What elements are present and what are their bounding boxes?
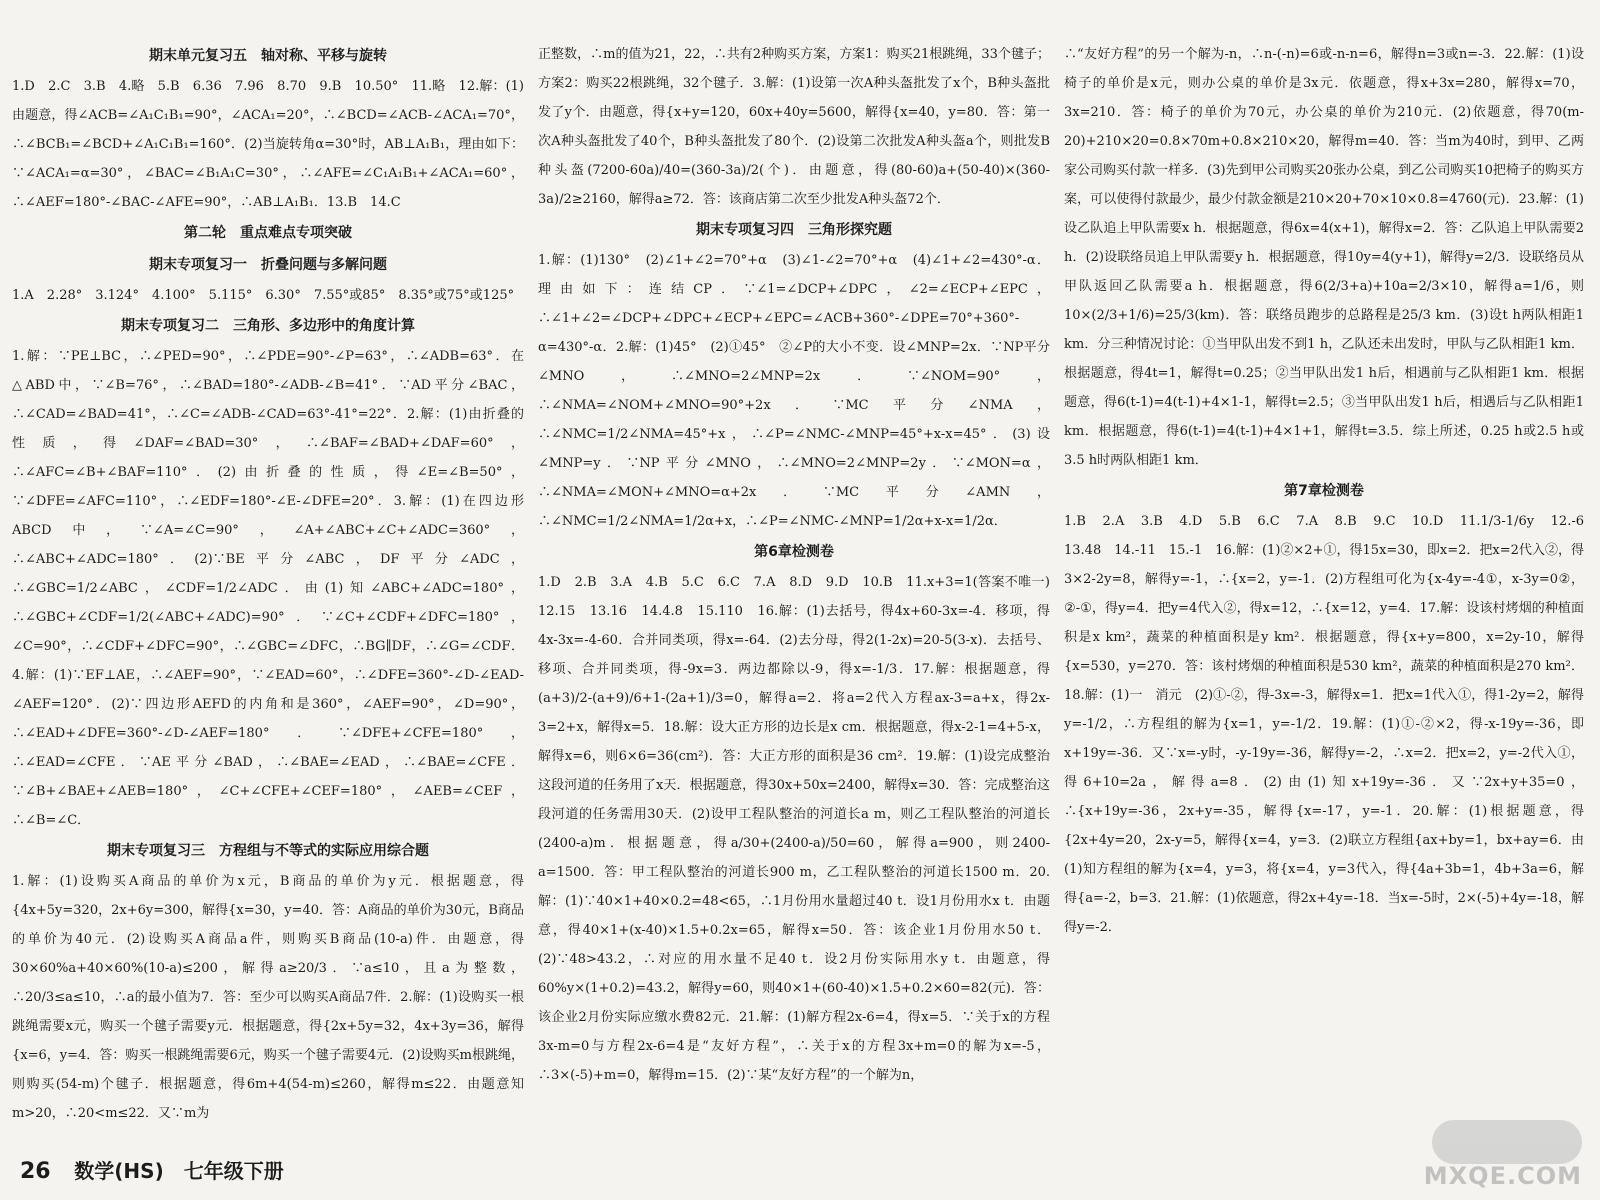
page-footer xyxy=(20,1155,284,1184)
answer-paragraph: 1.解：(1)设购买A商品的单价为x元，B商品的单价为y元．根据题意，得{4x+5y=320，2x+6y=300，解得{x=30，y=40．答：A商品的单价为30元，B商品的单价为40元．(2)设购买A商品a件，则购买B商品(10-a)件．由题意，得30×60%a+40×60%(10-a)≤200，解得a≥20/3．∵a≤10，且a为整数，∴20/3≤a≤10，∴a的最小值为7．答：至少可以购买A商品7件．2.解：(1)设购买一根跳绳需要x元，购买一个毽子需要y元．根据题意，得{2x+5y=32，4x+3y=36，解得{x=6，y=4．答：购买一根跳绳需要6元，购买一个毽子需要4元．(2)设购买m根跳绳，则购买(54-m)个毽子．根据题意，得6m+4(54-m)≤260，解得m≤22．由题意知m>20，∴20<m≤22．又∵m为 xyxy=(12,874,524,1121)
watermark-text: MXQE.COM xyxy=(1423,1162,1582,1190)
section-heading: 第7章检测卷 xyxy=(1284,483,1364,499)
section-heading: 期末专项复习二 三角形、多边形中的角度计算 xyxy=(121,318,415,334)
section-heading: 期末专项复习四 三角形探究题 xyxy=(696,222,892,238)
watermark-logo-icon xyxy=(1432,1120,1582,1164)
answer-paragraph: 正整数，∴m的值为21，22，∴共有2种购买方案，方案1：购买21根跳绳，33个毽子；方案2：购买22根跳绳，32个毽子．3.解：(1)设第一次A种头盔批发了x个，B种头盔批发了y个．由题意，得{x+y=120，60x+40y=5600，解得{x=40，y=80．答：第一次A种头盔批发了40个，B种头盔批发了80个．(2)设第二次批发A种头盔a个，则批发B种头盔(7200-60a)/40=(360-3a)/2(个)．由题意，得(80-60)a+(50-40)×(360-3a)/2≥2160，解得a≥72．答：该商店第二次至少批发A种头盔72个． xyxy=(538,47,1050,207)
answer-paragraph: ∴“友好方程”的另一个解为-n，∴n-(-n)=6或-n-n=6，解得n=3或n=-3．22.解：(1)设椅子的单价是x元，则办公桌的单价是3x元．依题意，得x+3x=280，解得x=70，3x=210．答：椅子的单价为70元，办公桌的单价为210元．(2)依题意，得70(m-20)+210×20=0.8×70m+0.8×210×20，解得m=40．答：当m为40时，到甲、乙两家公司购买付款一样多．(3)先到甲公司购买20张办公桌，到乙公司购买10把椅子的购买方案，可以使得付款最少，最少付款金额是210×20+70×10×0.8=4760(元)．23.解：(1)设乙队追上甲队需要x h．根据题意，得6x=4(x+1)，解得x=2．答：乙队追上甲队需要2 h．(2)设联络员追上甲队需要y h．根据题意，得10y=4(y+1)，解得y=2/3．设联络员从甲队返回乙队需要a h．根据题意，得6(2/3+a)+10a=2/3×10，解得a=1/6，则10×(2/3+1/6)=25/3(km)．答：联络员跑步的总路程是25/3 km．(3)设t h两队相距1 km．分三种情况讨论：①当甲队出发不到1 h，乙队还未出发时，甲队与乙队相距1 km．根据题意，得4t=1，解得t=0.25；②当甲队出发1 h后，相遇前与乙队相距1 km．根据题意，得6(t-1)=4(t-1)+4×1-1，解得t=2.5；③当甲队出发1 h后，相遇后与乙队相距1 km．根据题意，得6(t-1)=4(t-1)+4×1+1，解得t=3.5．综上所述，0.25 h或2.5 h或3.5 h时两队相距1 km． xyxy=(1064,47,1584,468)
answer-paragraph: 1.D 2.C 3.B 4.略 5.B 6.36 7.96 8.70 9.B 10.50° 11.略 12.解：(1)由题意，得∠ACB=∠A₁C₁B₁=90°，∠ACA₁=20°，∴∠BCD=∠ACB-∠ACA₁=70°，∴∠BCB₁=∠BCD+∠A₁C₁B₁=160°．(2)当旋转角α=30°时，AB⊥A₁B₁，理由如下：∵∠ACA₁=α=30°，∠BAC=∠B₁A₁C=30°，∴∠AFE=∠C₁A₁B₁+∠ACA₁=60°，∴∠AEF=180°-∠BAC-∠AFE=90°，∴AB⊥A₁B₁．13.B 14.C xyxy=(12,79,524,210)
column-left xyxy=(12,40,524,1140)
answer-page xyxy=(12,40,1598,1140)
section-heading: 期末单元复习五 轴对称、平移与旋转 xyxy=(149,48,387,64)
watermark xyxy=(1422,1120,1582,1190)
answer-paragraph: 1.解：∵PE⊥BC，∴∠PED=90°，∴∠PDE=90°-∠P=63°，∴∠ADB=63°．在△ABD中，∵∠B=76°，∴∠BAD=180°-∠ADB-∠B=41°．∵AD平分∠BAC，∴∠CAD=∠BAD=41°，∴∠C=∠ADB-∠CAD=63°-41°=22°．2.解：(1)由折叠的性质，得∠DAF=∠BAD=30°，∴∠BAF=∠BAD+∠DAF=60°，∴∠AFC=∠B+∠BAF=110°．(2)由折叠的性质，得∠E=∠B=50°，∵∠DFE=∠AFC=110°，∴∠EDF=180°-∠E-∠DFE=20°．3.解：(1)在四边形ABCD中，∵∠A=∠C=90°，∠A+∠ABC+∠C+∠ADC=360°，∴∠ABC+∠ADC=180°．(2)∵BE平分∠ABC，DF平分∠ADC，∴∠GBC=1/2∠ABC，∠CDF=1/2∠ADC．由(1)知∠ABC+∠ADC=180°，∴∠GBC+∠CDF=1/2(∠ABC+∠ADC)=90°．∵∠C+∠CDF+∠DFC=180°，∠C=90°，∴∠CDF+∠DFC=90°，∴∠GBC=∠DFC，∴BG∥DF，∴∠G=∠CDF．4.解：(1)∵EF⊥AE，∴∠AEF=90°，∵∠EAD=60°，∴∠DFE=360°-∠D-∠EAD-∠AEF=120°．(2)∵四边形AEFD的内角和是360°，∠AEF=90°，∠D=90°，∴∠EAD+∠DFE=360°-∠D-∠AEF=180°．∵∠DFE+∠CFE=180°，∴∠EAD=∠CFE．∵AE平分∠BAD，∴∠BAE=∠EAD，∴∠BAE=∠CFE．∵∠B+∠BAE+∠AEB=180°，∠C+∠CFE+∠CEF=180°，∠AEB=∠CEF，∴∠B=∠C． xyxy=(12,349,524,828)
section-heading: 第6章检测卷 xyxy=(754,544,834,560)
column-middle xyxy=(538,40,1064,1140)
answer-paragraph: 1.B 2.A 3.B 4.D 5.B 6.C 7.A 8.B 9.C 10.D 11.1/3-1/6y 12.-6 13.48 14.-11 15.-1 16.解：(1)②×2+①，得15x=30，即x=2．把x=2代入②，得3×2-2y=8，解得y=-1，∴{x=2，y=-1．(2)方程组可化为{x-4y=-4①，x-3y=0②，②-①，得y=4．把y=4代入②，得x=12，∴{x=12，y=4．17.解：设该村烤烟的种植面积是x km²，蔬菜的种植面积是y km²．根据题意，得{x+y=800，x=2y-10，解得{x=530，y=270．答：该村烤烟的种植面积是530 km²，蔬菜的种植面积是270 km²．18.解：(1)一 消元 (2)①-②，得-3x=-3，解得x=1．把x=1代入①，得1-2y=2，解得y=-1/2，∴方程组的解为{x=1，y=-1/2．19.解：(1)①-②×2，得-x-19y=-36，即x+19y=-36．又∵x=-y时，-y-19y=-36，解得y=-2，∴x=2．把x=2，y=-2代入①，得6+10=2a，解得a=8．(2)由(1)知x+19y=-36．又∵2x+y+35=0，∴{x+19y=-36，2x+y=-35，解得{x=-17，y=-1．20.解：(1)根据题意，得{2x+4y=20，2x-y=5，解得{x=4，y=3．(2)联立方程组{ax+by=1，bx+ay=6．由(1)知方程组的解为{x=4，y=3，将{x=4，y=3代入，得{4a+3b=1，4b+3a=6，解得{a=-2，b=3．21.解：(1)依题意，得2x+4y=-18．当x=-5时，2×(-5)+4y=-18，解得y=-2． xyxy=(1064,514,1598,935)
answer-paragraph: 1.A 2.28° 3.124° 4.100° 5.115° 6.30° 7.55°或85° 8.35°或75°或125° xyxy=(12,288,515,303)
section-heading: 第二轮 重点难点专项突破 xyxy=(184,225,352,241)
column-right xyxy=(1064,40,1598,1140)
book-label: 数学(HS) 七年级下册 xyxy=(74,1159,284,1183)
section-heading: 期末专项复习三 方程组与不等式的实际应用综合题 xyxy=(107,843,429,859)
answer-paragraph: 1.D 2.B 3.A 4.B 5.C 6.C 7.A 8.D 9.D 10.B 11.x+3=1(答案不唯一) 12.15 13.16 14.4.8 15.110 16.解：(1)去括号，得4x+60-3x=-4．移项，得4x-3x=-4-60．合并同类项，得x=-64．(2)去分母，得2(1-2x)=20-5(3-x)．去括号、移项、合并同类项，得-9x=3．两边都除以-9，得x=-1/3．17.解：根据题意，得(a+3)/2-(a+9)/6+1-(2a+1)/3=0，解得a=2．将a=2代入方程ax-3=a+x，得2x-3=2+x，解得x=5．18.解：设大正方形的边长是x cm．根据题意，得x-2-1=4+5-x，解得x=6，则6×6=36(cm²)．答：大正方形的面积是36 cm²．19.解：(1)设完成整治这段河道的任务用了x天．根据题意，得30x+50x=2400，解得x=30．答：完成整治这段河道的任务需用30天．(2)设甲工程队整治的河道长a m，则乙工程队整治的河道长(2400-a)m．根据题意，得a/30+(2400-a)/50=60，解得a=900，则2400-a=1500．答：甲工程队整治的河道长900 m，乙工程队整治的河道长1500 m．20.解：(1)∵40×1+40×0.2=48<65，∴1月份用水量超过40 t．设1月份用水x t．由题意，得40×1+(x-40)×1.5+0.2x=65，解得x=50．答：该企业1月份用水50 t．(2)∵48>43.2，∴对应的用水量不足40 t．设2月份实际用水y t．由题意，得60%y×(1+0.2)=43.2，解得y=60，则40×1+(60-40)×1.5+0.2×60=82(元)．答：该企业2月份实际应缴水费82元．21.解：(1)解方程2x-6=4，得x=5．∵关于x的方程3x-m=0与方程2x-6=4是“友好方程”，∴关于x的方程3x+m=0的解为x=-5，∴3×(-5)+m=0，解得m=15．(2)∵某“友好方程”的一个解为n， xyxy=(538,575,1064,1083)
answer-paragraph: 1.解：(1)130° (2)∠1+∠2=70°+α (3)∠1-∠2=70°+α (4)∠1+∠2=430°-α．理由如下：连结CP．∵∠1=∠DCP+∠DPC，∠2=∠ECP+∠EPC，∴∠1+∠2=∠DCP+∠DPC+∠ECP+∠EPC=∠ACB+360°-∠DPE=70°+360°-α=430°-α．2.解：(1)45° (2)①45° ②∠P的大小不变．设∠MNP=2x．∵NP平分∠MNO，∴∠MNO=2∠MNP=2x．∵∠NOM=90°，∴∠NMA=∠NOM+∠MNO=90°+2x．∵MC平分∠NMA，∴∠NMC=1/2∠NMA=45°+x，∴∠P=∠NMC-∠MNP=45°+x-x=45°．(3)设∠MNP=y．∵NP平分∠MNO，∴∠MNO=2∠MNP=2y．∵∠MON=α，∴∠NMA=∠MON+∠MNO=α+2x．∵MC平分∠AMN，∴∠NMC=1/2∠NMA=1/2α+x，∴∠P=∠NMC-∠MNP=1/2α+x-x=1/2α． xyxy=(538,253,1050,529)
page-number: 26 xyxy=(20,1159,51,1184)
section-heading: 期末专项复习一 折叠问题与多解问题 xyxy=(149,257,387,273)
